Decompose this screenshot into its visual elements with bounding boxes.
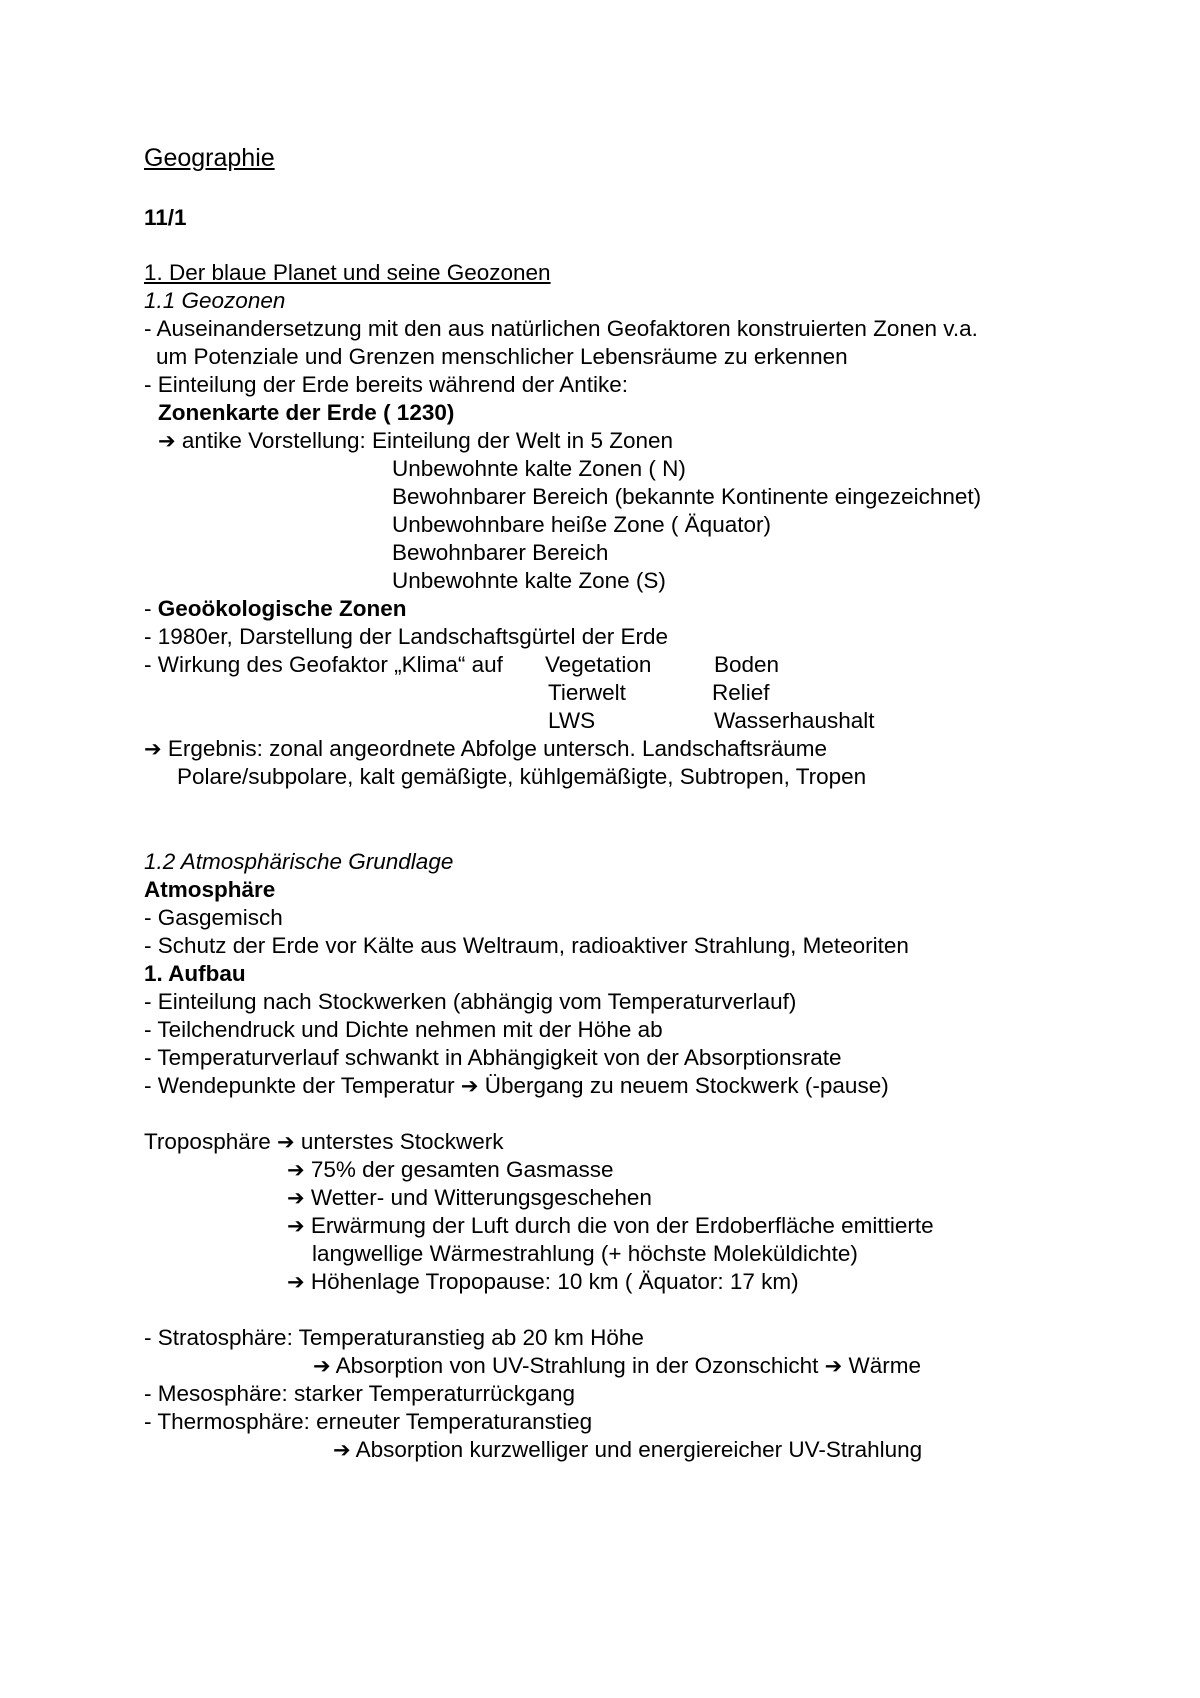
- bullet-text: - Temperaturverlauf schwankt in Abhängigkeit von der Absorptionsrate: [144, 1045, 842, 1070]
- bullet-text: [144, 1072, 889, 1100]
- arrow-line-text: 75% der gesamten Gasmasse: [310, 1157, 614, 1182]
- arrow-line-text: Erwärmung der Luft durch die von der Erdoberfläche emittierte: [310, 1213, 934, 1238]
- zone-item: Unbewohnte kalte Zonen ( N): [392, 456, 686, 481]
- term-label: 11/1: [144, 205, 187, 230]
- arrow-line-continued: langwellige Wärmestrahlung (+ höchste Moleküldichte): [312, 1241, 858, 1266]
- arrow-icon: ➔: [287, 1270, 305, 1294]
- factor-lws: LWS: [548, 708, 596, 733]
- arrow-icon: ➔: [277, 1130, 295, 1154]
- arrow-line: [313, 1352, 921, 1380]
- geo-title: Geoökologische Zonen: [157, 596, 407, 621]
- arrow-line-text: Absorption von UV-Strahlung in der Ozonschicht: [335, 1353, 819, 1378]
- arrow-line: [287, 1156, 614, 1184]
- arrow-icon: ➔: [287, 1158, 305, 1182]
- arrow-icon: ➔: [824, 1354, 843, 1378]
- arrow-icon: ➔: [313, 1354, 331, 1378]
- factor-wasserhaushalt: Wasserhaushalt: [714, 708, 875, 733]
- arrow-icon: ➔: [287, 1214, 305, 1238]
- factor-vegetation: Vegetation: [545, 652, 652, 677]
- bullet-text: - Mesosphäre: starker Temperaturrückgang: [144, 1381, 576, 1406]
- bullet-text: - Stratosphäre: Temperaturanstieg ab 20 km Höhe: [144, 1325, 644, 1350]
- bullet-text: - Einteilung der Erde bereits während der Antike:: [144, 372, 629, 397]
- bullet-text: - Thermosphäre: erneuter Temperaturanstieg: [144, 1409, 593, 1434]
- arrow-line: [287, 1184, 652, 1212]
- arrow-line-text: Absorption kurzwelliger und energiereicher UV-Strahlung: [355, 1437, 923, 1462]
- zone-item: Unbewohnbare heiße Zone ( Äquator): [392, 512, 771, 537]
- arrow-line-text: Ergebnis: zonal angeordnete Abfolge untersch. Landschaftsräume: [167, 736, 828, 761]
- arrow-icon: ➔: [333, 1438, 351, 1462]
- bullet-dash: -: [144, 596, 158, 621]
- factor-boden: Boden: [714, 652, 780, 677]
- arrow-line-text: antike Vorstellung: Einteilung der Welt in 5 Zonen: [181, 428, 674, 453]
- bullet-text-continued: um Potenziale und Grenzen menschlicher Lebensräume zu erkennen: [156, 344, 848, 369]
- bullet-text: - Teilchendruck und Dichte nehmen mit der Höhe ab: [144, 1017, 663, 1042]
- factor-relief: Relief: [712, 680, 770, 705]
- bullet-text: - Gasgemisch: [144, 905, 283, 930]
- zone-item: Bewohnbarer Bereich (bekannte Kontinente eingezeichnet): [392, 484, 982, 509]
- arrow-line: [158, 427, 673, 455]
- troposphaere-line: [144, 1128, 503, 1156]
- arrow-line: [287, 1268, 799, 1296]
- factor-tierwelt: Tierwelt: [548, 680, 626, 705]
- arrow-line-text: Wetter- und Witterungsgeschehen: [310, 1185, 652, 1210]
- section-heading-atmosphaere: 1.2 Atmosphärische Grundlage: [144, 849, 454, 874]
- subheading-geooekologische-zonen: [144, 595, 407, 623]
- bullet-text: - 1980er, Darstellung der Landschaftsgürtel der Erde: [144, 624, 669, 649]
- document-title: Geographie: [144, 144, 275, 172]
- subheading-aufbau: 1. Aufbau: [144, 961, 246, 986]
- troposphaere-label: Troposphäre: [144, 1129, 271, 1154]
- bullet-text: - Einteilung nach Stockwerken (abhängig vom Temperaturverlauf): [144, 989, 797, 1014]
- bullet-text-part: Übergang zu neuem Stockwerk (-pause): [484, 1073, 889, 1098]
- arrow-line-text: Wärme: [848, 1353, 922, 1378]
- subheading-atmosphaere: Atmosphäre: [144, 877, 276, 902]
- zone-list: Polare/subpolare, kalt gemäßigte, kühlgemäßigte, Subtropen, Tropen: [177, 764, 867, 789]
- arrow-icon: ➔: [158, 429, 176, 453]
- bullet-text: - Schutz der Erde vor Kälte aus Weltraum, radioaktiver Strahlung, Meteoriten: [144, 933, 909, 958]
- arrow-icon: ➔: [287, 1186, 305, 1210]
- bullet-text: - Auseinandersetzung mit den aus natürlichen Geofaktoren konstruierten Zonen v.a.: [144, 316, 978, 341]
- arrow-line: [287, 1212, 934, 1240]
- section-heading-geozonen: 1.1 Geozonen: [144, 288, 286, 313]
- zone-item: Unbewohnte kalte Zone (S): [392, 568, 666, 593]
- bullet-text: - Wirkung des Geofaktor „Klima“ auf: [144, 652, 503, 677]
- arrow-line: [144, 735, 827, 763]
- zone-item: Bewohnbarer Bereich: [392, 540, 609, 565]
- arrow-line-text: Höhenlage Tropopause: 10 km ( Äquator: 17 km): [310, 1269, 799, 1294]
- arrow-line: [333, 1436, 922, 1464]
- subheading-zonenkarte: Zonenkarte der Erde ( 1230): [158, 400, 455, 425]
- chapter-heading: 1. Der blaue Planet und seine Geozonen: [144, 260, 551, 285]
- bullet-text-part: - Wendepunkte der Temperatur: [144, 1073, 455, 1098]
- arrow-icon: ➔: [460, 1074, 479, 1098]
- arrow-line-text: unterstes Stockwerk: [300, 1129, 504, 1154]
- arrow-icon: ➔: [144, 737, 162, 761]
